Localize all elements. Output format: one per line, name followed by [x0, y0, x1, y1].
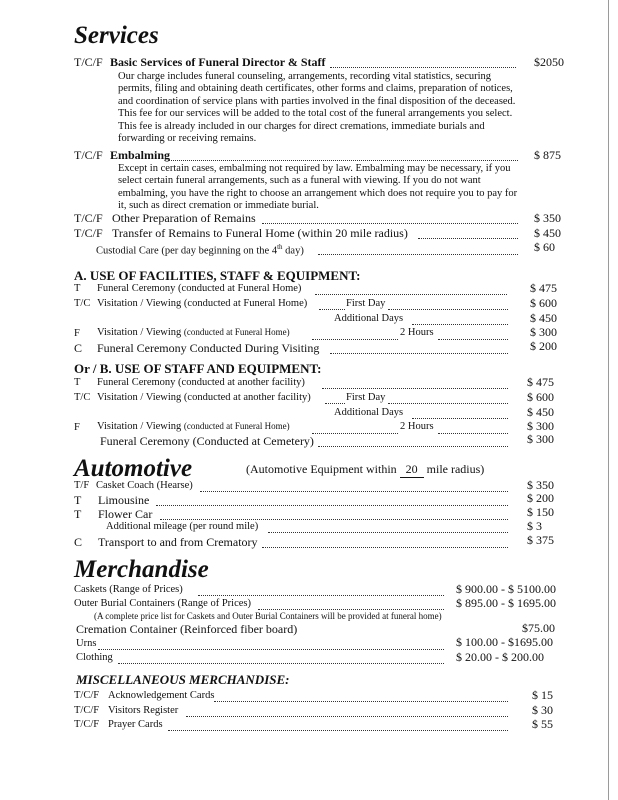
a-visitation-code: T/C [74, 298, 91, 309]
cremation-container-label: Cremation Container (Reinforced fiber board) [76, 622, 298, 636]
b-additional-days-label: Additional Days [334, 407, 404, 418]
b-visitation-code: T/C [74, 392, 91, 403]
clothing-label: Clothing [76, 652, 113, 663]
leader [312, 339, 398, 340]
basic-services-label: Basic Services of Funeral Director & Staff [110, 55, 326, 69]
leader [262, 547, 508, 548]
transfer-price: $ 450 [534, 226, 561, 240]
leader [318, 446, 508, 447]
leader [198, 595, 444, 596]
leader [156, 505, 508, 506]
ack-cards-label: Acknowledgement Cards [108, 690, 215, 701]
basic-services-price: $2050 [534, 55, 564, 69]
limousine-code: T [74, 493, 82, 507]
a-ceremony-price: $ 475 [530, 281, 557, 295]
b-cemetery-label: Funeral Ceremony (Conducted at Cemetery) [100, 434, 314, 448]
a-first-day-label: First Day [346, 298, 386, 309]
b-two-hours-price: $ 300 [527, 419, 554, 433]
a-visitation-hours-code: F [74, 328, 80, 339]
embalming-description: Except in certain cases, embalming not required by law. Embalming may be necessary, if you select certain funeral arrangements, such as a funeral with viewing. If you do not want embalming, you have the right to choose an arrangement which does not require you to pay for it, such as direct cremation or immediate burial. [118, 163, 518, 212]
a-two-hours-label: 2 Hours [400, 327, 434, 338]
visitors-register-label: Visitors Register [108, 705, 179, 716]
leader [315, 294, 507, 295]
section-b-heading: Or / B. USE OF STAFF AND EQUIPMENT: [74, 361, 322, 376]
b-two-hours-label: 2 Hours [400, 421, 434, 432]
visitors-register-code: T/C/F [74, 705, 100, 716]
services-heading: Services [74, 22, 159, 49]
a-ceremony-code: T [74, 283, 81, 294]
leader [118, 663, 444, 664]
b-visitation-hours-code: F [74, 422, 80, 433]
b-first-day-label: First Day [346, 392, 386, 403]
leader [418, 238, 518, 239]
automotive-radius-note: (Automotive Equipment within 20 mile radius) [246, 462, 485, 476]
misc-heading: MISCELLANEOUS MERCHANDISE: [76, 672, 290, 687]
urns-price: $ 100.00 - $1695.00 [456, 635, 553, 649]
leader [186, 716, 508, 717]
leader [412, 418, 508, 419]
urns-label: Urns [76, 638, 97, 649]
b-ceremony-price: $ 475 [527, 375, 554, 389]
leader [325, 403, 345, 404]
leader [438, 339, 508, 340]
additional-mileage-price: $ 3 [527, 519, 542, 533]
leader [312, 433, 398, 434]
flower-car-price: $ 150 [527, 505, 554, 519]
leader [262, 223, 518, 224]
a-two-hours-price: $ 300 [530, 325, 557, 339]
custodial-price: $ 60 [534, 240, 555, 254]
visitors-register-price: $ 30 [532, 703, 553, 717]
other-prep-price: $ 350 [534, 211, 561, 225]
a-during-visiting-label: Funeral Ceremony Conducted During Visiting [97, 341, 320, 355]
leader [388, 403, 508, 404]
b-visitation-hours-label: Visitation / Viewing (conducted at Funeral Home) [97, 421, 290, 432]
crematory-price: $ 375 [527, 533, 554, 547]
clothing-price: $ 20.00 - $ 200.00 [456, 650, 544, 664]
flower-car-label: Flower Car [98, 507, 153, 521]
leader [258, 609, 444, 610]
embalming-label: Embalming [110, 148, 171, 162]
leader [319, 309, 345, 310]
leader [330, 353, 508, 354]
b-additional-days-price: $ 450 [527, 405, 554, 419]
crematory-code: C [74, 535, 83, 549]
a-during-visiting-code: C [74, 341, 83, 355]
b-cemetery-price: $ 300 [527, 432, 554, 446]
a-additional-days-label: Additional Days [334, 313, 404, 324]
a-additional-days-price: $ 450 [530, 311, 557, 325]
basic-services-description: Our charge includes funeral counseling, arrangements, recording vital statistics, securing permits, filing and obtaining death certificates, other forms and claims, preparation of notices, and coordination of service plans with parties involved in the final disposition of the deceased. This fee for our services will be added to the total cost of the funeral arrangements you select. This fee is already included in our charges for direct cremations, immediate burials and forwarding or receiving remains. [118, 71, 516, 145]
other-prep-code: T/C/F [74, 211, 103, 225]
crematory-label: Transport to and from Crematory [98, 535, 258, 549]
leader [322, 388, 508, 389]
b-visitation-label: Visitation / Viewing (conducted at another facility) [97, 392, 311, 403]
section-a-heading: A. USE OF FACILITIES, STAFF & EQUIPMENT: [74, 268, 361, 283]
casket-coach-label: Casket Coach (Hearse) [96, 480, 193, 491]
outer-containers-price: $ 895.00 - $ 1695.00 [456, 596, 556, 610]
caskets-price: $ 900.00 - $ 5100.00 [456, 582, 556, 596]
a-visitation-label: Visitation / Viewing (conducted at Funeral Home) [97, 298, 308, 309]
leader [98, 649, 444, 650]
leader [200, 491, 508, 492]
leader [412, 324, 508, 325]
casket-coach-price: $ 350 [527, 478, 554, 492]
page-edge [608, 0, 609, 800]
casket-coach-code: T/F [74, 480, 90, 491]
leader [388, 309, 508, 310]
prayer-cards-price: $ 55 [532, 717, 553, 731]
a-first-day-price: $ 600 [530, 296, 557, 310]
cremation-container-price: $75.00 [522, 621, 555, 635]
leader [168, 160, 518, 161]
merchandise-heading: Merchandise [74, 556, 209, 583]
leader [438, 433, 508, 434]
leader [168, 730, 508, 731]
additional-mileage-label: Additional mileage (per round mile) [106, 521, 259, 532]
embalming-code: T/C/F [74, 148, 103, 162]
flower-car-code: T [74, 507, 82, 521]
limousine-label: Limousine [98, 493, 150, 507]
leader [318, 254, 518, 255]
limousine-price: $ 200 [527, 491, 554, 505]
automotive-heading: Automotive [74, 455, 193, 482]
b-ceremony-code: T [74, 377, 81, 388]
other-prep-label: Other Preparation of Remains [112, 211, 256, 225]
caskets-label: Caskets (Range of Prices) [74, 584, 183, 595]
prayer-cards-code: T/C/F [74, 719, 100, 730]
a-during-visiting-price: $ 200 [530, 339, 557, 353]
leader [214, 701, 508, 702]
leader [330, 67, 516, 68]
outer-containers-label: Outer Burial Containers (Range of Prices) [74, 598, 251, 609]
a-ceremony-label: Funeral Ceremony (conducted at Funeral Home) [97, 283, 302, 294]
transfer-code: T/C/F [74, 226, 103, 240]
custodial-label: Custodial Care (per day beginning on the 4th day) [96, 243, 304, 257]
embalming-price: $ 875 [534, 148, 561, 162]
leader [268, 532, 508, 533]
a-visitation-hours-label: Visitation / Viewing (conducted at Funeral Home) [97, 327, 290, 338]
b-first-day-price: $ 600 [527, 390, 554, 404]
prayer-cards-label: Prayer Cards [108, 719, 163, 730]
b-ceremony-label: Funeral Ceremony (conducted at another facility) [97, 377, 305, 388]
leader [160, 519, 508, 520]
transfer-label: Transfer of Remains to Funeral Home (within 20 mile radius) [112, 226, 408, 240]
ack-cards-price: $ 15 [532, 688, 553, 702]
basic-services-code: T/C/F [74, 55, 103, 69]
ack-cards-code: T/C/F [74, 690, 100, 701]
price-list-note: (A complete price list for Caskets and Outer Burial Containers will be provided at funeral home) [94, 611, 442, 621]
